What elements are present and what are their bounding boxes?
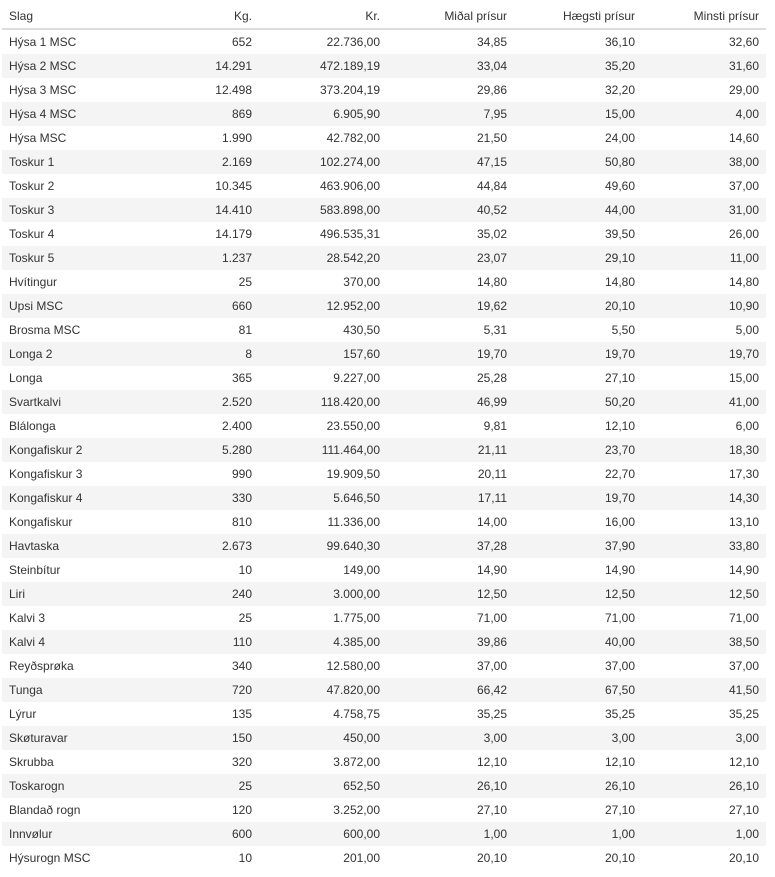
- cell-kg: 120: [231, 803, 252, 817]
- cell-slag: Liri: [9, 587, 26, 601]
- cell-kg: 25: [238, 611, 252, 625]
- table-row: [2, 390, 766, 414]
- cell-slag: Hýsa 4 MSC: [9, 107, 77, 121]
- cell-min-price: 12,50: [728, 587, 759, 601]
- cell-max-price: 50,20: [604, 395, 635, 409]
- table-row: [2, 798, 766, 822]
- cell-avg-price: 17,11: [477, 491, 507, 505]
- cell-kr: 149,00: [343, 563, 380, 577]
- table-row: [2, 270, 766, 294]
- cell-kg: 652: [231, 35, 252, 49]
- cell-kr: 11.336,00: [327, 515, 380, 529]
- cell-avg-price: 46,99: [476, 395, 507, 409]
- cell-avg-price: 14,80: [476, 275, 507, 289]
- cell-slag: Toskur 1: [9, 155, 55, 169]
- cell-kr: 201,00: [343, 851, 380, 865]
- cell-kg: 320: [231, 755, 252, 769]
- cell-min-price: 17,30: [728, 467, 759, 481]
- cell-min-price: 41,50: [728, 683, 759, 697]
- cell-min-price: 35,25: [728, 707, 759, 721]
- table-body: [2, 29, 766, 870]
- cell-slag: Innvølur: [9, 827, 53, 841]
- cell-max-price: 5,50: [611, 323, 635, 337]
- cell-avg-price: 25,28: [476, 371, 507, 385]
- cell-kr: 28.542,20: [326, 251, 380, 265]
- cell-slag: Lýrur: [9, 707, 37, 721]
- cell-avg-price: 35,25: [476, 707, 507, 721]
- cell-kr: 99.640,30: [326, 539, 380, 553]
- cell-max-price: 37,00: [604, 659, 635, 673]
- table-row: [2, 606, 766, 630]
- cell-kr: 22.736,00: [326, 35, 380, 49]
- cell-max-price: 27,10: [604, 803, 635, 817]
- cell-max-price: 22,70: [604, 467, 635, 481]
- cell-kg: 81: [238, 323, 252, 337]
- cell-slag: Kongafiskur 3: [9, 467, 83, 481]
- header-row: [2, 4, 766, 29]
- cell-min-price: 1,00: [735, 827, 759, 841]
- cell-max-price: 49,60: [604, 179, 635, 193]
- cell-max-price: 35,20: [604, 59, 635, 73]
- column-header-min-price: Minsti prísur: [642, 4, 766, 29]
- cell-max-price: 19,70: [604, 491, 635, 505]
- table-row: [2, 822, 766, 846]
- cell-slag: Toskarogn: [9, 779, 65, 793]
- cell-kg: 10.345: [215, 179, 252, 193]
- cell-min-price: 71,00: [728, 611, 759, 625]
- cell-slag: Svartkalvi: [9, 395, 62, 409]
- cell-max-price: 24,00: [604, 131, 635, 145]
- table-row: [2, 750, 766, 774]
- cell-max-price: 50,80: [604, 155, 635, 169]
- cell-slag: Havtaska: [9, 539, 60, 553]
- cell-min-price: 27,10: [728, 803, 759, 817]
- cell-kg: 150: [231, 731, 252, 745]
- cell-kg: 2.169: [221, 155, 252, 169]
- cell-kr: 472.189,19: [319, 59, 380, 73]
- cell-max-price: 12,10: [604, 419, 635, 433]
- cell-max-price: 20,10: [604, 851, 635, 865]
- cell-max-price: 12,10: [604, 755, 635, 769]
- cell-min-price: 37,00: [728, 659, 759, 673]
- cell-min-price: 29,00: [728, 83, 759, 97]
- cell-slag: Toskur 4: [9, 227, 55, 241]
- cell-avg-price: 34,85: [476, 35, 507, 49]
- cell-slag: Hýsa 3 MSC: [9, 83, 77, 97]
- cell-max-price: 36,10: [604, 35, 635, 49]
- cell-kg: 1.990: [221, 131, 252, 145]
- cell-kg: 25: [238, 275, 252, 289]
- cell-kg: 990: [231, 467, 252, 481]
- cell-kr: 42.782,00: [326, 131, 380, 145]
- table-row: [2, 678, 766, 702]
- cell-min-price: 14,90: [728, 563, 759, 577]
- table-row: [2, 222, 766, 246]
- cell-avg-price: 35,02: [476, 227, 507, 241]
- cell-avg-price: 12,10: [476, 755, 507, 769]
- cell-kg: 600: [231, 827, 252, 841]
- cell-min-price: 6,00: [735, 419, 759, 433]
- table-row: [2, 726, 766, 750]
- table-row: [2, 54, 766, 78]
- cell-kr: 12.952,00: [326, 299, 380, 313]
- cell-kr: 19.909,50: [326, 467, 380, 481]
- cell-min-price: 31,60: [728, 59, 759, 73]
- cell-kr: 6.905,90: [333, 107, 380, 121]
- cell-min-price: 26,10: [728, 779, 759, 793]
- cell-slag: Kongafiskur: [9, 515, 73, 529]
- cell-avg-price: 12,50: [476, 587, 507, 601]
- cell-max-price: 14,80: [604, 275, 635, 289]
- column-header-kg: Kg.: [132, 4, 259, 29]
- cell-kr: 496.535,31: [319, 227, 380, 241]
- cell-avg-price: 14,00: [476, 515, 507, 529]
- cell-slag: Blálonga: [9, 419, 56, 433]
- cell-max-price: 20,10: [604, 299, 635, 313]
- cell-kg: 110: [232, 635, 252, 649]
- cell-min-price: 32,60: [728, 35, 759, 49]
- cell-min-price: 18,30: [728, 443, 759, 457]
- column-header-kr: Kr.: [259, 4, 387, 29]
- cell-slag: Kongafiskur 2: [9, 443, 83, 457]
- cell-kg: 330: [231, 491, 252, 505]
- cell-slag: Kongafiskur 4: [9, 491, 83, 505]
- column-header-slag: Slag: [2, 4, 132, 29]
- column-header-avg-price: Miðal prísur: [387, 4, 514, 29]
- table-row: [2, 510, 766, 534]
- cell-avg-price: 20,11: [477, 467, 507, 481]
- cell-kr: 450,00: [343, 731, 380, 745]
- table-row: [2, 29, 766, 54]
- cell-kg: 720: [231, 683, 252, 697]
- cell-min-price: 37,00: [728, 179, 759, 193]
- cell-kr: 157,60: [343, 347, 380, 361]
- cell-slag: Longa: [9, 371, 43, 385]
- cell-kg: 25: [238, 779, 252, 793]
- table-row: [2, 366, 766, 390]
- cell-min-price: 31,00: [728, 203, 759, 217]
- cell-slag: Steinbítur: [9, 563, 61, 577]
- table-row: [2, 294, 766, 318]
- cell-kr: 4.385,00: [333, 635, 380, 649]
- cell-min-price: 3,00: [735, 731, 759, 745]
- cell-kr: 3.872,00: [333, 755, 380, 769]
- cell-slag: Hýsa MSC: [9, 131, 67, 145]
- cell-avg-price: 14,90: [476, 563, 507, 577]
- cell-avg-price: 19,70: [476, 347, 507, 361]
- cell-max-price: 35,25: [604, 707, 635, 721]
- table-row: [2, 486, 766, 510]
- cell-max-price: 44,00: [604, 203, 635, 217]
- cell-kg: 10: [238, 563, 252, 577]
- cell-avg-price: 20,10: [476, 851, 507, 865]
- table-row: [2, 150, 766, 174]
- cell-kr: 600,00: [343, 827, 380, 841]
- cell-min-price: 26,00: [728, 227, 759, 241]
- cell-kg: 2.400: [221, 419, 252, 433]
- cell-slag: Kalvi 4: [9, 635, 46, 649]
- cell-kg: 8: [245, 347, 252, 361]
- cell-kr: 5.646,50: [333, 491, 380, 505]
- cell-kg: 14.179: [215, 227, 252, 241]
- cell-avg-price: 21,11: [477, 443, 507, 457]
- cell-min-price: 11,00: [729, 251, 759, 265]
- table-row: [2, 558, 766, 582]
- cell-avg-price: 29,86: [476, 83, 507, 97]
- cell-slag: Brosma MSC: [9, 323, 81, 337]
- cell-avg-price: 5,31: [483, 323, 507, 337]
- table-row: [2, 534, 766, 558]
- cell-min-price: 20,10: [728, 851, 759, 865]
- table-row: [2, 102, 766, 126]
- table-row: [2, 654, 766, 678]
- cell-kr: 9.227,00: [333, 371, 380, 385]
- cell-min-price: 33,80: [728, 539, 759, 553]
- cell-max-price: 39,50: [604, 227, 635, 241]
- cell-kg: 14.410: [215, 203, 252, 217]
- cell-kr: 373.204,19: [319, 83, 380, 97]
- table-row: [2, 78, 766, 102]
- cell-max-price: 29,10: [604, 251, 635, 265]
- table-row: [2, 462, 766, 486]
- table-row: [2, 630, 766, 654]
- cell-avg-price: 21,50: [476, 131, 507, 145]
- cell-max-price: 19,70: [604, 347, 635, 361]
- cell-min-price: 14,60: [728, 131, 759, 145]
- cell-max-price: 71,00: [604, 611, 635, 625]
- cell-kr: 652,50: [343, 779, 380, 793]
- cell-kr: 370,00: [343, 275, 380, 289]
- cell-max-price: 23,70: [604, 443, 635, 457]
- cell-min-price: 14,30: [728, 491, 759, 505]
- cell-kg: 5.280: [221, 443, 252, 457]
- cell-min-price: 41,00: [728, 395, 759, 409]
- cell-min-price: 10,90: [728, 299, 759, 313]
- cell-min-price: 5,00: [735, 323, 759, 337]
- cell-avg-price: 27,10: [476, 803, 507, 817]
- cell-slag: Hýsa 2 MSC: [9, 59, 77, 73]
- cell-min-price: 12,10: [728, 755, 759, 769]
- table-row: [2, 126, 766, 150]
- cell-avg-price: 7,95: [483, 107, 507, 121]
- cell-max-price: 12,50: [604, 587, 635, 601]
- cell-kr: 1.775,00: [333, 611, 380, 625]
- cell-min-price: 15,00: [728, 371, 759, 385]
- cell-max-price: 26,10: [604, 779, 635, 793]
- cell-avg-price: 44,84: [476, 179, 507, 193]
- cell-kg: 869: [231, 107, 252, 121]
- column-header-max-price: Hægsti prísur: [514, 4, 642, 29]
- table-row: [2, 582, 766, 606]
- cell-kr: 3.252,00: [333, 803, 380, 817]
- cell-kr: 12.580,00: [326, 659, 380, 673]
- cell-max-price: 67,50: [604, 683, 635, 697]
- cell-avg-price: 47,15: [476, 155, 507, 169]
- cell-slag: Toskur 3: [9, 203, 55, 217]
- table-row: [2, 702, 766, 726]
- cell-kr: 583.898,00: [319, 203, 380, 217]
- cell-min-price: 19,70: [728, 347, 759, 361]
- cell-avg-price: 40,52: [476, 203, 507, 217]
- cell-kg: 660: [231, 299, 252, 313]
- cell-avg-price: 39,86: [476, 635, 507, 649]
- cell-kr: 463.906,00: [319, 179, 380, 193]
- cell-kg: 14.291: [215, 59, 252, 73]
- cell-max-price: 16,00: [604, 515, 635, 529]
- cell-kr: 4.758,75: [333, 707, 380, 721]
- cell-min-price: 38,50: [728, 635, 759, 649]
- cell-kg: 2.520: [221, 395, 252, 409]
- table-row: [2, 846, 766, 870]
- table-row: [2, 198, 766, 222]
- cell-avg-price: 37,00: [476, 659, 507, 673]
- cell-max-price: 32,20: [604, 83, 635, 97]
- table-row: [2, 342, 766, 366]
- cell-kg: 365: [231, 371, 252, 385]
- cell-slag: Upsi MSC: [9, 299, 64, 313]
- cell-kg: 340: [231, 659, 252, 673]
- table-row: [2, 438, 766, 462]
- cell-avg-price: 66,42: [476, 683, 507, 697]
- cell-slag: Tunga: [9, 683, 43, 697]
- cell-min-price: 14,80: [728, 275, 759, 289]
- cell-slag: Toskur 5: [9, 251, 55, 265]
- cell-max-price: 3,00: [611, 731, 635, 745]
- cell-max-price: 14,90: [604, 563, 635, 577]
- cell-slag: Hýsa 1 MSC: [9, 35, 77, 49]
- cell-kg: 135: [231, 707, 252, 721]
- fish-price-table: [2, 4, 766, 870]
- cell-slag: Skøturavar: [9, 731, 68, 745]
- cell-max-price: 1,00: [611, 827, 635, 841]
- table-header: [2, 4, 766, 29]
- cell-avg-price: 19,62: [476, 299, 507, 313]
- cell-avg-price: 1,00: [483, 827, 507, 841]
- cell-kr: 111.464,00: [321, 443, 380, 457]
- table-row: [2, 174, 766, 198]
- cell-slag: Hýsurogn MSC: [9, 851, 91, 865]
- cell-slag: Kalvi 3: [9, 611, 46, 625]
- cell-kr: 3.000,00: [333, 587, 380, 601]
- cell-kg: 810: [231, 515, 252, 529]
- cell-slag: Longa 2: [9, 347, 53, 361]
- cell-max-price: 15,00: [604, 107, 635, 121]
- cell-max-price: 27,10: [604, 371, 635, 385]
- cell-slag: Hvítingur: [9, 275, 58, 289]
- table-row: [2, 414, 766, 438]
- cell-avg-price: 37,28: [476, 539, 507, 553]
- cell-max-price: 40,00: [604, 635, 635, 649]
- cell-min-price: 4,00: [735, 107, 759, 121]
- cell-kr: 102.274,00: [319, 155, 380, 169]
- cell-max-price: 37,90: [604, 539, 635, 553]
- cell-avg-price: 23,07: [476, 251, 507, 265]
- cell-avg-price: 71,00: [476, 611, 507, 625]
- cell-avg-price: 3,00: [483, 731, 507, 745]
- cell-min-price: 38,00: [728, 155, 759, 169]
- cell-min-price: 13,10: [728, 515, 759, 529]
- cell-slag: Blandað rogn: [9, 803, 81, 817]
- cell-avg-price: 9,81: [483, 419, 507, 433]
- cell-kg: 1.237: [221, 251, 252, 265]
- table-row: [2, 318, 766, 342]
- cell-avg-price: 33,04: [476, 59, 507, 73]
- cell-kr: 430,50: [343, 323, 380, 337]
- cell-kg: 240: [231, 587, 252, 601]
- cell-slag: Skrubba: [9, 755, 54, 769]
- cell-kr: 118.420,00: [320, 395, 380, 409]
- cell-slag: Toskur 2: [9, 179, 55, 193]
- cell-kr: 47.820,00: [326, 683, 380, 697]
- cell-kg: 12.498: [215, 83, 252, 97]
- cell-kg: 10: [238, 851, 252, 865]
- cell-kr: 23.550,00: [326, 419, 380, 433]
- table-row: [2, 774, 766, 798]
- table-row: [2, 246, 766, 270]
- cell-slag: Reyðsprøka: [9, 659, 74, 673]
- cell-kg: 2.673: [221, 539, 252, 553]
- cell-avg-price: 26,10: [476, 779, 507, 793]
